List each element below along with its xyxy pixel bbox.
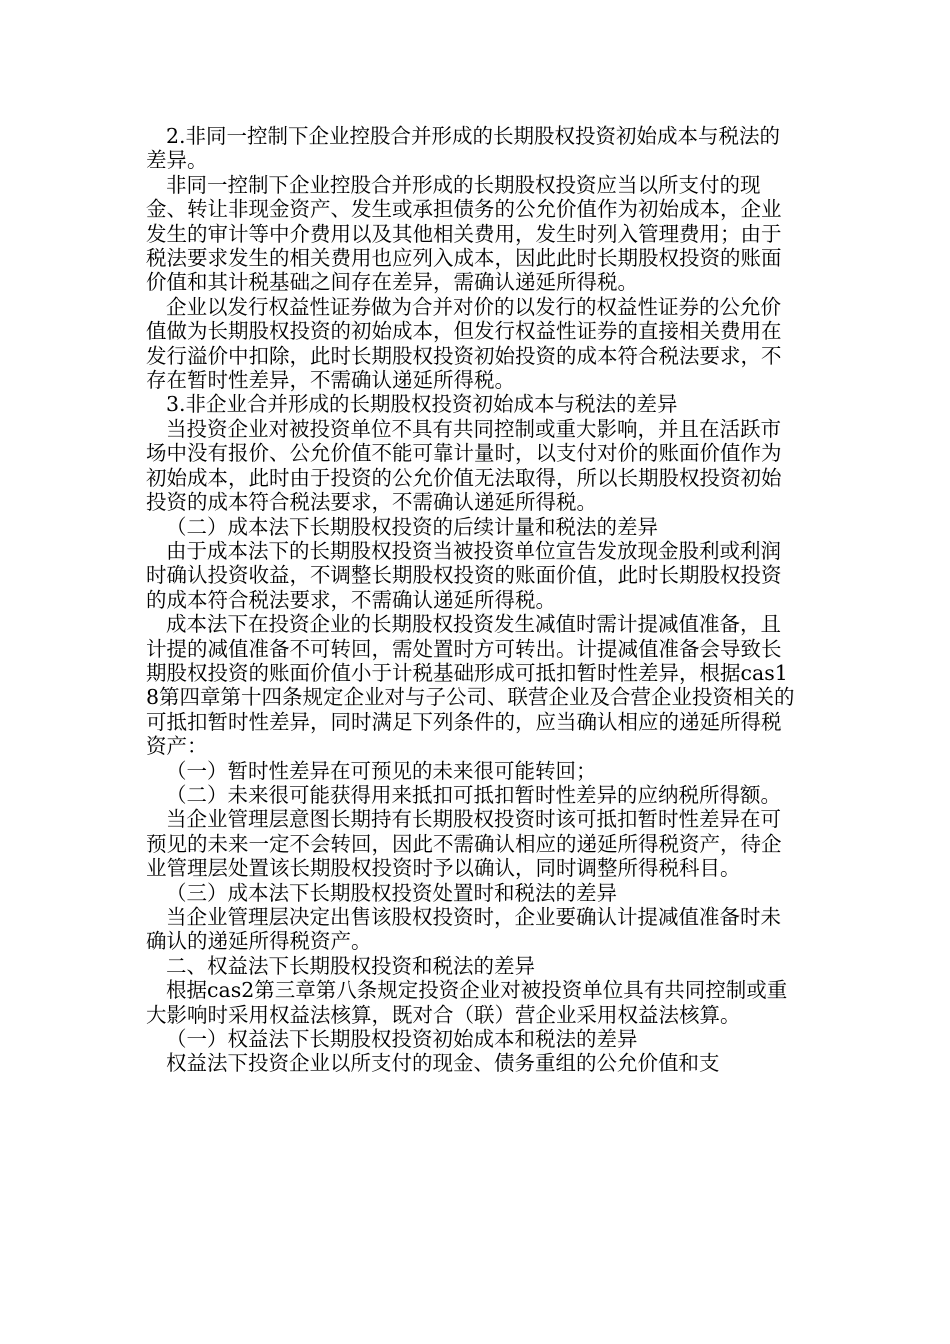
paragraph-5: 当投资企业对被投资单位不具有共同控制或重大影响，并且在活跃市场中没有报价、公允价值不能可靠计量时，以支付对价的账面价值作为初始成本，此时由于投资的公允价值无法取得，所以长期股权投资初始投资的成本符合税法要求，不需确认递延所得税。 [146,416,782,515]
paragraph-6: （二）成本法下长期股权投资的后续计量和税法的差异 [166,514,658,539]
paragraph-10: （二）未来很可能获得用来抵扣可抵扣暂时性差异的应纳税所得额。 [166,782,781,807]
paragraph-14: 二、权益法下长期股权投资和税法的差异 [166,953,535,978]
paragraph-16: （一）权益法下长期股权投资初始成本和税法的差异 [166,1027,638,1052]
paragraph-15: 根据cas2第三章第八条规定投资企业对被投资单位具有共同控制或重大影响时采用权益法核算，既对合（联）营企业采用权益法核算。 [146,978,788,1027]
paragraph-3: 企业以发行权益性证券做为合并对价的以发行的权益性证券的公允价值做为长期股权投资的初始成本，但发行权益性证券的直接相关费用在发行溢价中扣除，此时长期股权投资初始投资的成本符合税法要求，不存在暂时性差异，不需确认递延所得税。 [146,294,782,393]
paragraph-9: （一）暂时性差异在可预见的未来很可能转回； [166,758,597,783]
paragraph-1: 2.非同一控制下企业控股合并形成的长期股权投资初始成本与税法的差异。 [146,124,781,173]
paragraph-12: （三）成本法下长期股权投资处置时和税法的差异 [166,880,617,905]
paragraph-7: 由于成本法下的长期股权投资当被投资单位宣告发放现金股利或利润时确认投资收益，不调整长期股权投资的账面价值，此时长期股权投资的成本符合税法要求，不需确认递延所得税。 [146,538,782,612]
paragraph-2: 非同一控制下企业控股合并形成的长期股权投资应当以所支付的现金、转让非现金资产、发生或承担债务的公允价值作为初始成本，企业发生的审计等中介费用以及其他相关费用，发生时列入管理费用；由于税法要求发生的相关费用也应列入成本，因此此时长期股权投资的账面价值和其计税基础之间存在差异，需确认递延所得税。 [146,172,782,295]
paragraph-8: 成本法下在投资企业的长期股权投资发生减值时需计提减值准备，且计提的减值准备不可转回，需处置时方可转出。计提减值准备会导致长期股权投资的账面价值小于计税基础形成可抵扣暂时性差异，根据cas18第四章第十四条规定企业对与子公司、联营企业及合营企业投资相关的可抵扣暂时性差异，同时满足下列条件的，应当确认相应的递延所得税资产： [146,612,795,759]
document-body [146,124,798,1076]
paragraph-11: 当企业管理层意图长期持有长期股权投资时该可抵扣暂时性差异在可预见的未来一定不会转回，因此不需确认相应的递延所得税资产，待企业管理层处置该长期股权投资时予以确认，同时调整所得税科目。 [146,807,782,881]
paragraph-13: 当企业管理层决定出售该股权投资时，企业要确认计提减值准备时未确认的递延所得税资产。 [146,905,781,954]
paragraph-4: 3.非企业合并形成的长期股权投资初始成本与税法的差异 [166,392,678,417]
paragraph-17: 权益法下投资企业以所支付的现金、债务重组的公允价值和支 [166,1051,720,1076]
